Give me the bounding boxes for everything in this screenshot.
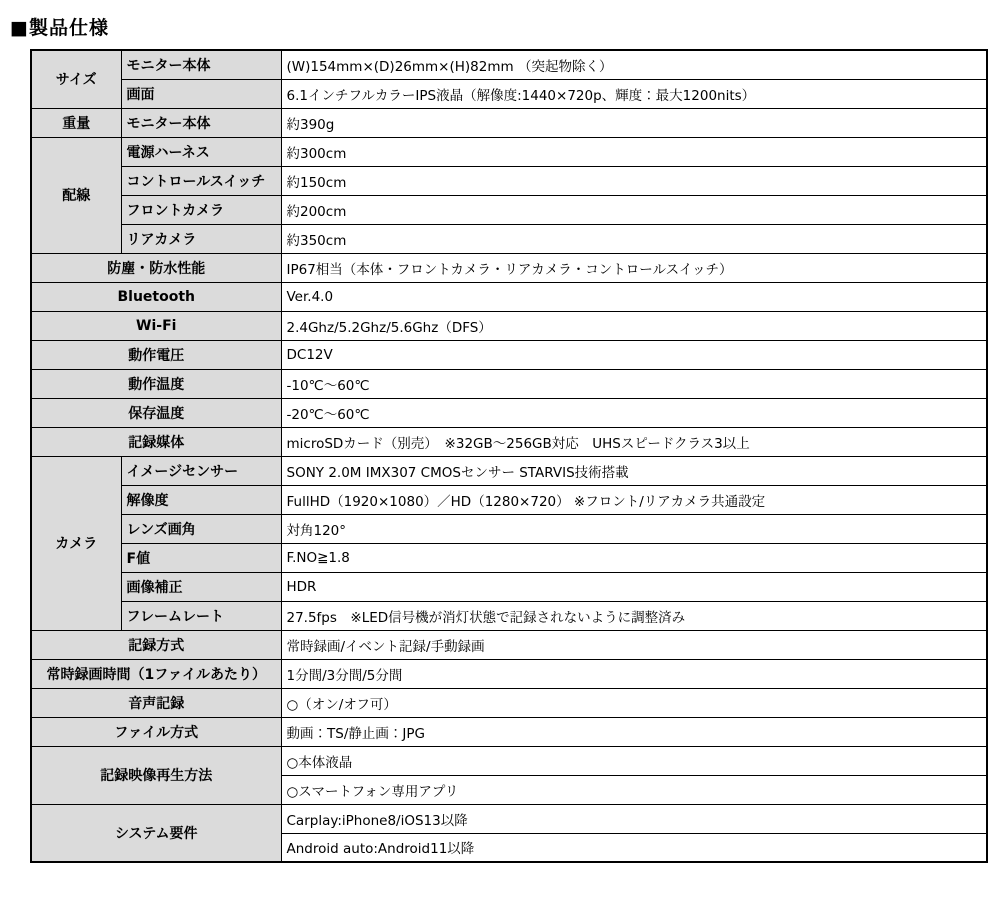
item-label-rec-mode: 記録方式: [31, 630, 281, 659]
item-label-op-temp: 動作温度: [31, 369, 281, 398]
spec-row-wiring-power: [31, 137, 987, 166]
item-value-playback-1: ○本体液晶: [281, 746, 987, 775]
spec-row-correction: [31, 572, 987, 601]
group-label-weight: 重量: [31, 108, 121, 137]
item-value-rec-time: 1分間/3分間/5分間: [281, 659, 987, 688]
spec-row-sysreq-1: [31, 804, 987, 833]
item-value-monitor-weight: 約390g: [281, 108, 987, 137]
item-label-playback: 記録映像再生方法: [31, 746, 281, 804]
item-value-playback-2: ○スマートフォン専用アプリ: [281, 775, 987, 804]
spec-row-rec-mode: [31, 630, 987, 659]
item-label-audio: 音声記録: [31, 688, 281, 717]
item-value-dustproof: IP67相当（本体・フロントカメラ・リアカメラ・コントロールスイッチ）: [281, 253, 987, 282]
item-value-wifi: 2.4Ghz/5.2Ghz/5.6Ghz（DFS）: [281, 311, 987, 340]
spec-row-framerate: [31, 601, 987, 630]
item-value-bluetooth: Ver.4.0: [281, 282, 987, 311]
item-value-voltage: DC12V: [281, 340, 987, 369]
item-label-fvalue: F値: [121, 543, 281, 572]
item-label-resolution: 解像度: [121, 485, 281, 514]
item-label-correction: 画像補正: [121, 572, 281, 601]
item-value-fileformat: 動画：TS/静止画：JPG: [281, 717, 987, 746]
item-value-storage-temp: -20℃～60℃: [281, 398, 987, 427]
item-label-wiring-switch: コントロールスイッチ: [121, 166, 281, 195]
item-value-screen: 6.1インチフルカラーIPS液晶（解像度:1440×720p、輝度：最大1200nits）: [281, 79, 987, 108]
item-value-wiring-switch: 約150cm: [281, 166, 987, 195]
item-label-wifi: Wi-Fi: [31, 311, 281, 340]
spec-row-media: [31, 427, 987, 456]
spec-row-fileformat: [31, 717, 987, 746]
spec-row-weight: [31, 108, 987, 137]
item-label-voltage: 動作電圧: [31, 340, 281, 369]
item-value-monitor-size: (W)154mm×(D)26mm×(H)82mm （突起物除く）: [281, 50, 987, 79]
item-label-storage-temp: 保存温度: [31, 398, 281, 427]
item-value-wiring-rear: 約350cm: [281, 224, 987, 253]
spec-row-bluetooth: [31, 282, 987, 311]
spec-row-fvalue: [31, 543, 987, 572]
item-label-sysreq: システム要件: [31, 804, 281, 862]
item-value-fvalue: F.NO≧1.8: [281, 543, 987, 572]
spec-row-op-temp: [31, 369, 987, 398]
item-label-screen: 画面: [121, 79, 281, 108]
item-label-fileformat: ファイル方式: [31, 717, 281, 746]
spec-row-wiring-front: [31, 195, 987, 224]
spec-row-lens: [31, 514, 987, 543]
spec-row-screen: [31, 79, 987, 108]
spec-row-wiring-rear: [31, 224, 987, 253]
item-value-lens: 対角120°: [281, 514, 987, 543]
item-label-dustproof: 防塵・防水性能: [31, 253, 281, 282]
item-value-op-temp: -10℃～60℃: [281, 369, 987, 398]
item-label-wiring-rear: リアカメラ: [121, 224, 281, 253]
spec-row-storage-temp: [31, 398, 987, 427]
spec-row-playback-1: [31, 746, 987, 775]
group-label-camera: カメラ: [31, 456, 121, 630]
item-label-wiring-power: 電源ハーネス: [121, 137, 281, 166]
item-label-bluetooth: Bluetooth: [31, 282, 281, 311]
item-value-rec-mode: 常時録画/イベント記録/手動録画: [281, 630, 987, 659]
item-label-monitor-weight: モニター本体: [121, 108, 281, 137]
item-label-framerate: フレームレート: [121, 601, 281, 630]
item-label-wiring-front: フロントカメラ: [121, 195, 281, 224]
item-label-monitor-size: モニター本体: [121, 50, 281, 79]
item-value-media: microSDカード（別売） ※32GB～256GB対応 UHSスピードクラス3以上: [281, 427, 987, 456]
spec-row-sensor: [31, 456, 987, 485]
spec-table: [30, 49, 988, 863]
item-value-sysreq-2: Android auto:Android11以降: [281, 833, 987, 862]
item-value-resolution: FullHD（1920×1080）／HD（1280×720） ※フロント/リアカメラ共通設定: [281, 485, 987, 514]
item-value-wiring-power: 約300cm: [281, 137, 987, 166]
group-label-size: サイズ: [31, 50, 121, 108]
item-value-sysreq-1: Carplay:iPhone8/iOS13以降: [281, 804, 987, 833]
item-label-lens: レンズ画角: [121, 514, 281, 543]
item-value-wiring-front: 約200cm: [281, 195, 987, 224]
item-label-sensor: イメージセンサー: [121, 456, 281, 485]
spec-row-wifi: [31, 311, 987, 340]
spec-row-rec-time: [31, 659, 987, 688]
item-label-rec-time: 常時録画時間（1ファイルあたり）: [31, 659, 281, 688]
page-title: ■製品仕様: [10, 17, 109, 39]
spec-row-audio: [31, 688, 987, 717]
item-value-sensor: SONY 2.0M IMX307 CMOSセンサー STARVIS技術搭載: [281, 456, 987, 485]
item-value-audio: ○（オン/オフ可）: [281, 688, 987, 717]
spec-row-voltage: [31, 340, 987, 369]
item-value-correction: HDR: [281, 572, 987, 601]
group-label-wiring: 配線: [31, 137, 121, 253]
spec-row-size: [31, 50, 987, 79]
spec-row-resolution: [31, 485, 987, 514]
item-label-media: 記録媒体: [31, 427, 281, 456]
spec-row-wiring-switch: [31, 166, 987, 195]
item-value-framerate: 27.5fps ※LED信号機が消灯状態で記録されないように調整済み: [281, 601, 987, 630]
spec-row-dustproof: [31, 253, 987, 282]
